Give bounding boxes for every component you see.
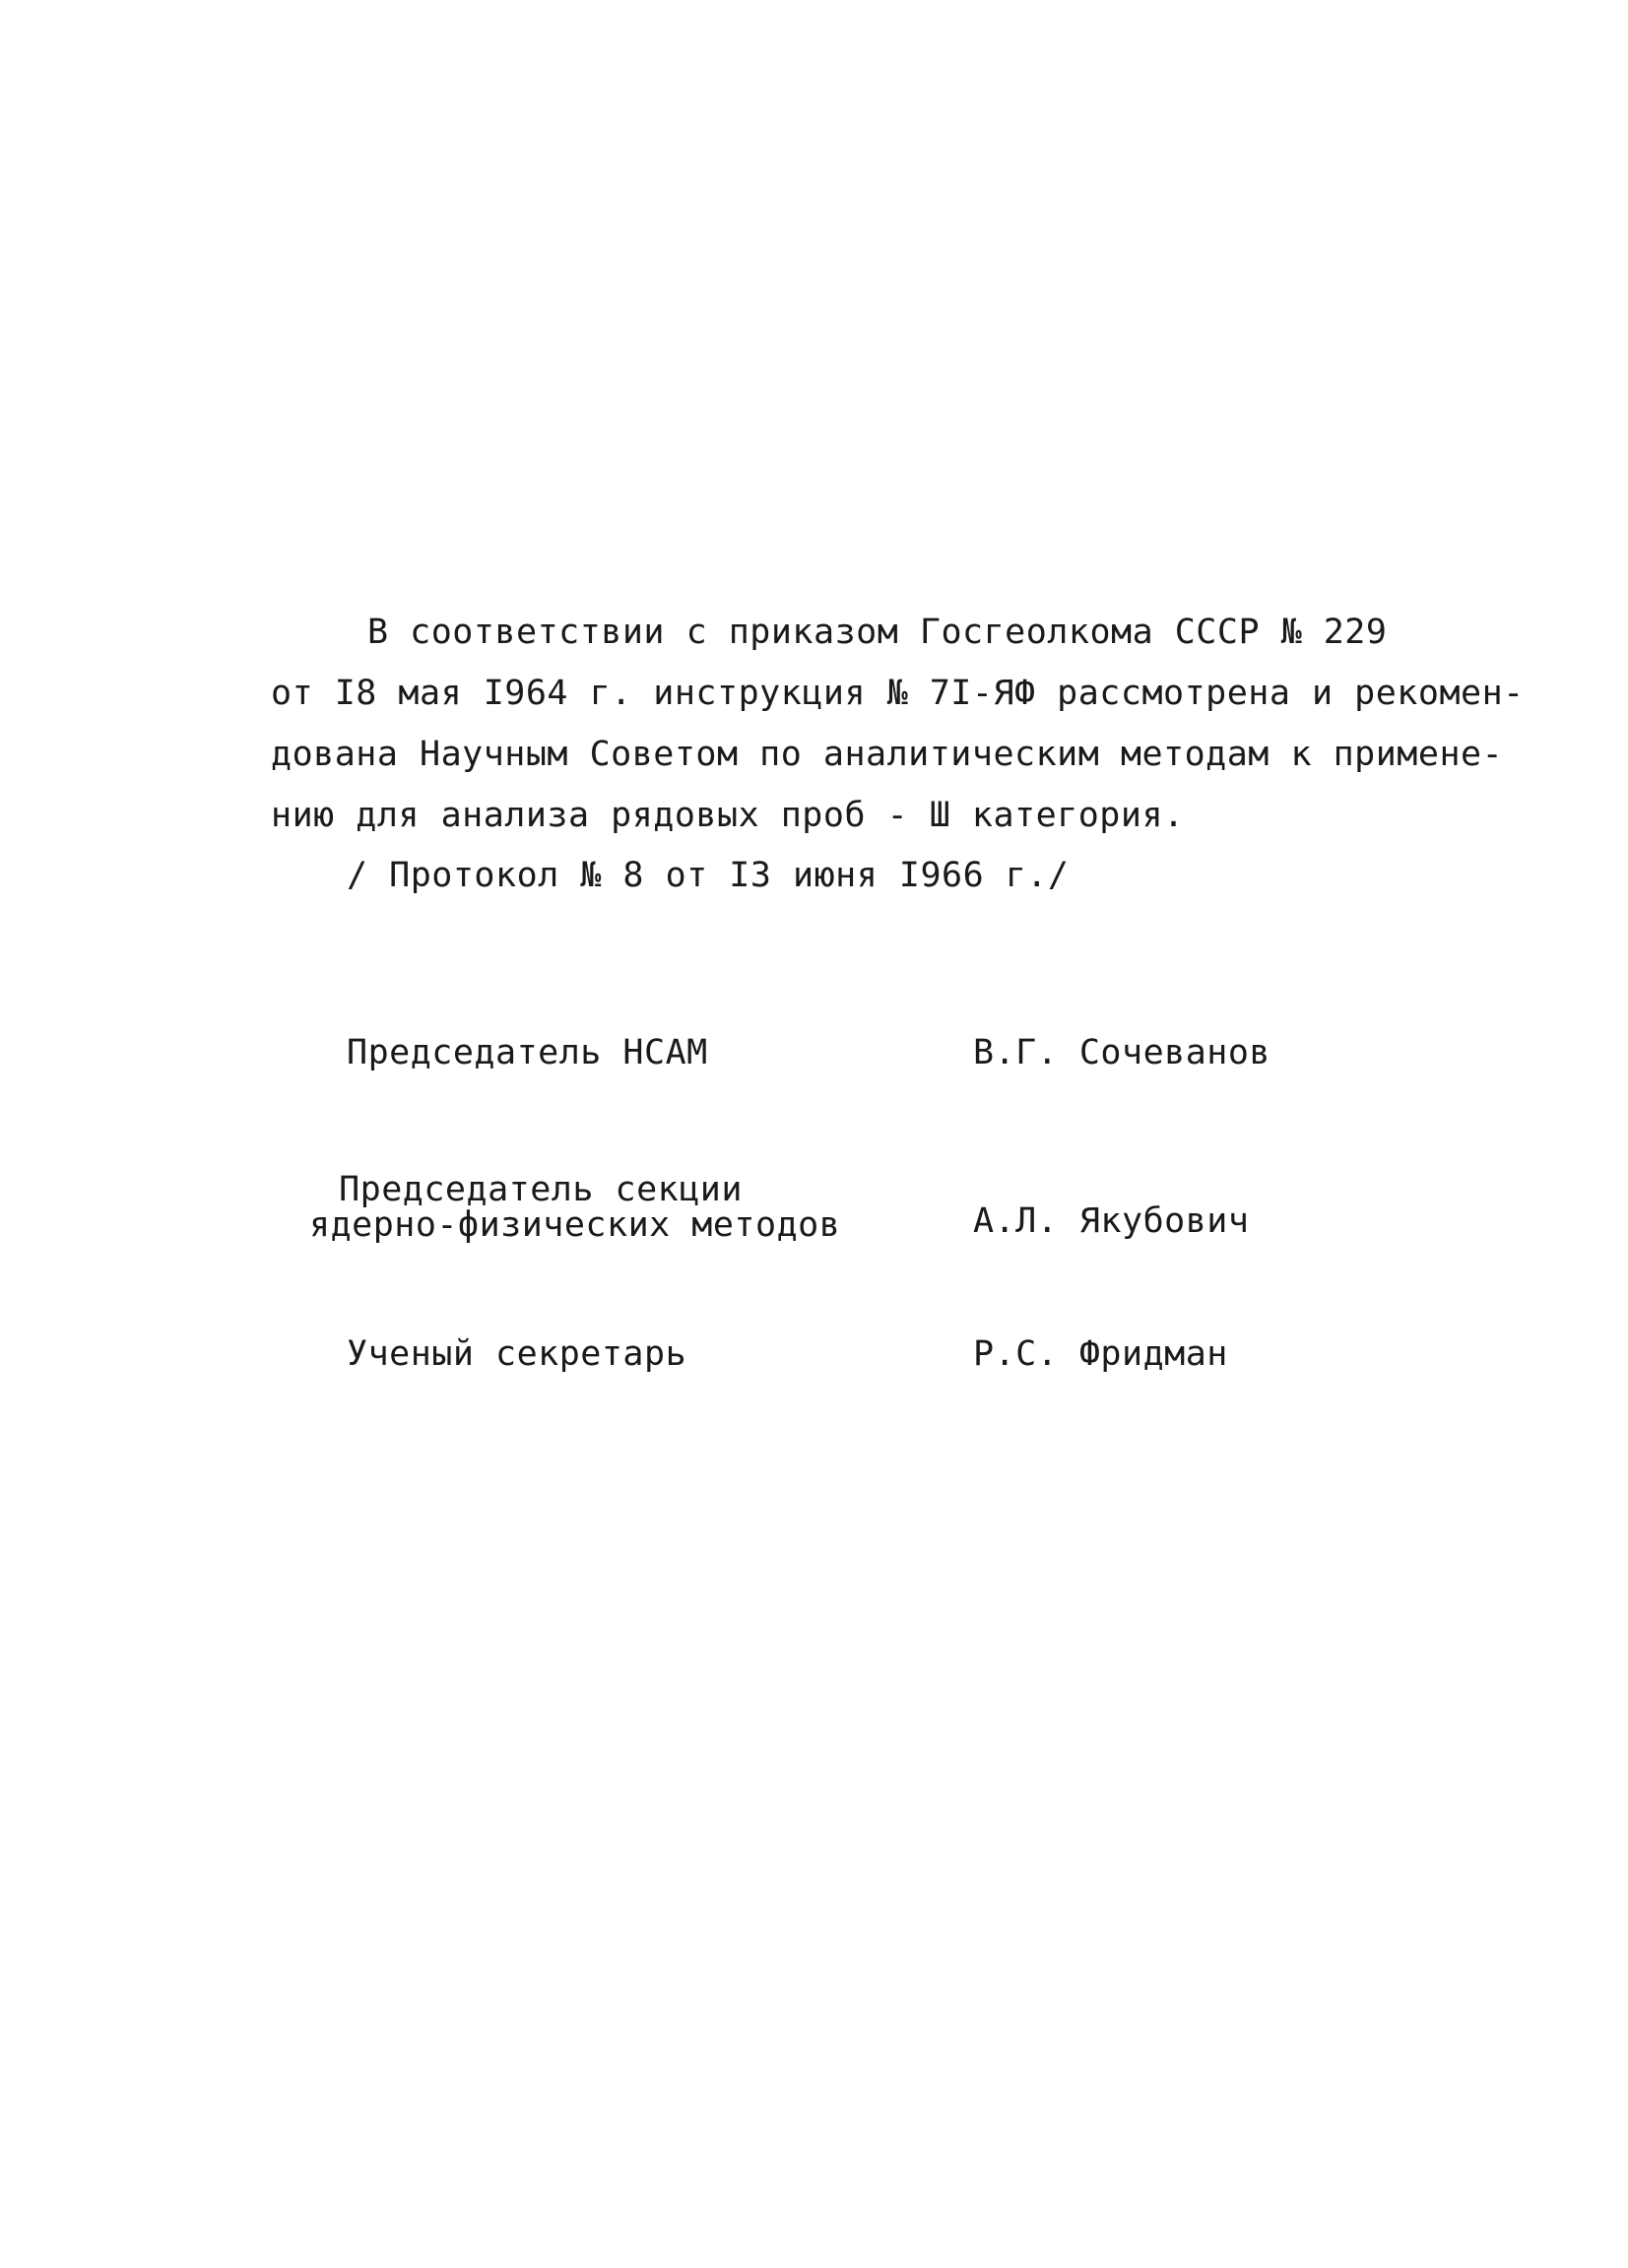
paragraph-line-4: нию для анализа рядовых проб - Ш категория.	[271, 796, 1185, 835]
paragraph-line-3: дована Научным Советом по аналитическим методам к примене-	[271, 735, 1504, 774]
signature-name-chairman: В.Г. Сочеванов	[973, 1033, 1271, 1072]
protocol-line: / Протокол № 8 от I3 июня I966 г./	[347, 856, 1070, 895]
signature-title-section-line-2: ядерно-физических методов	[309, 1205, 841, 1245]
signature-title-chairman: Председатель НСАМ	[347, 1033, 708, 1072]
paragraph-line-2: от I8 мая I964 г. инструкция № 7I-ЯФ рассмотрена и рекомен-	[271, 674, 1525, 713]
signature-name-section-chairman: А.Л. Якубович	[973, 1201, 1250, 1241]
paragraph-line-1: В соответствии с приказом Госгеолкома СССР № 229	[367, 613, 1388, 652]
signature-title-section-chairman	[309, 1170, 841, 1245]
signature-title-section-line-1: Председатель секции	[339, 1170, 743, 1209]
signature-name-secretary: Р.С. Фридман	[973, 1334, 1228, 1374]
signature-title-secretary: Ученый секретарь	[347, 1334, 687, 1374]
